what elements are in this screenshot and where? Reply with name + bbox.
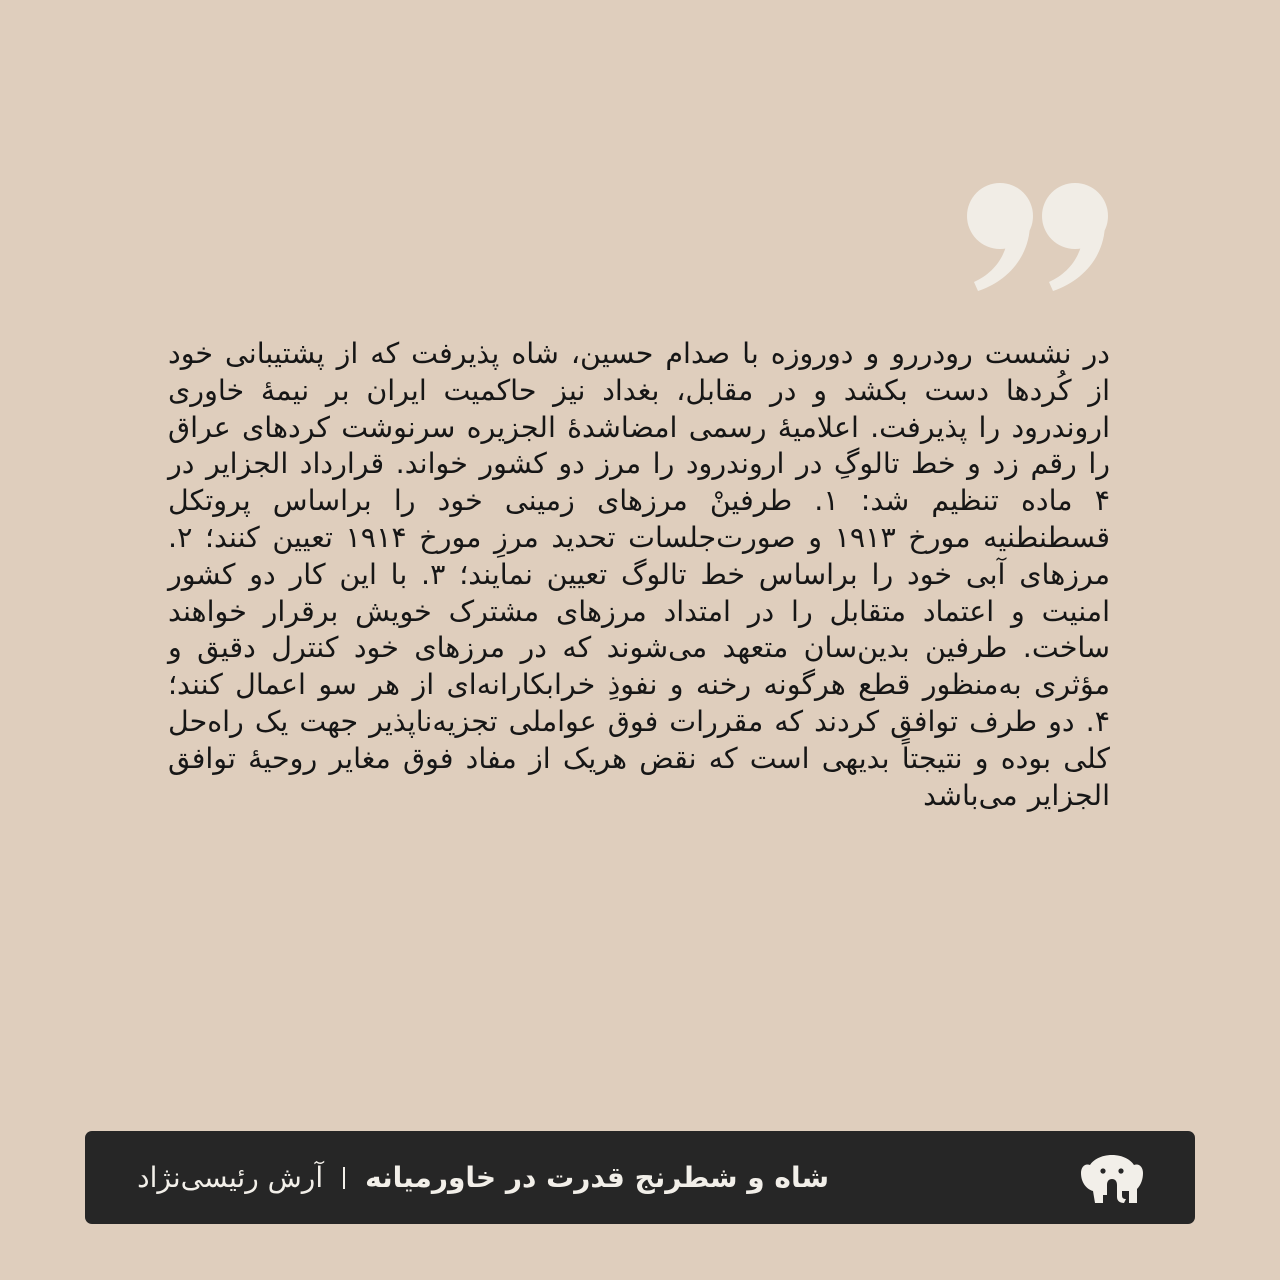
footer-bar: [85, 1131, 1195, 1224]
elephant-icon: [1079, 1151, 1145, 1205]
author-name: آرش رئیسی‌نژاد: [137, 1161, 324, 1194]
closing-quote-icon: [955, 178, 1115, 293]
footer-separator: [343, 1167, 345, 1189]
quote-text: در نشست رودررو و دوروزه با صدام حسین، شاه پذیرفت که از پشتیبانی خود از کُردها دست بکشد و در مقابل، بغداد نیز حاکمیت ایران بر نیمهٔ خاوری اروندرود را پذیرفت. اعلامیهٔ رسمی امضاشدهٔ الجزیره سرنوشت کردهای عراق را رقم زد و خط تالوگِ در اروندرود را مرز دو کشور خواند. قرارداد الجزایر در ۴ ماده تنظیم شد: ۱. طرفینْ مرزهای زمینی خود را براساس پروتکل قسطنطنیه مورخ ۱۹۱۳ و صورت‌جلسات تحدید مرزِ مورخ ۱۹۱۴ تعیین کنند؛ ۲. مرزهای آبی خود را براساس خط تالوگ تعیین نمایند؛ ۳. با این کار دو کشور امنیت و اعتماد متقابل را در امتداد مرزهای مشترک خویش برقرار خواهند ساخت. طرفین بدین‌سان متعهد می‌شوند که در مرزهای خود کنترل دقیق و مؤثری به‌منظور قطع هرگونه رخنه و نفوذِ خرابکارانه‌ای از هر سو اعمال کنند؛ ۴. دو طرف توافق کردند که مقررات فوق عواملی تجزیه‌ناپذیر جهت یک راه‌حل کلی بوده و نتیجتاً بدیهی است که نقض هریک از مفاد فوق مغایر روحیهٔ توافق الجزایر می‌باشد: [168, 337, 1110, 812]
book-title: شاه و شطرنج قدرت در خاورمیانه: [365, 1161, 829, 1194]
